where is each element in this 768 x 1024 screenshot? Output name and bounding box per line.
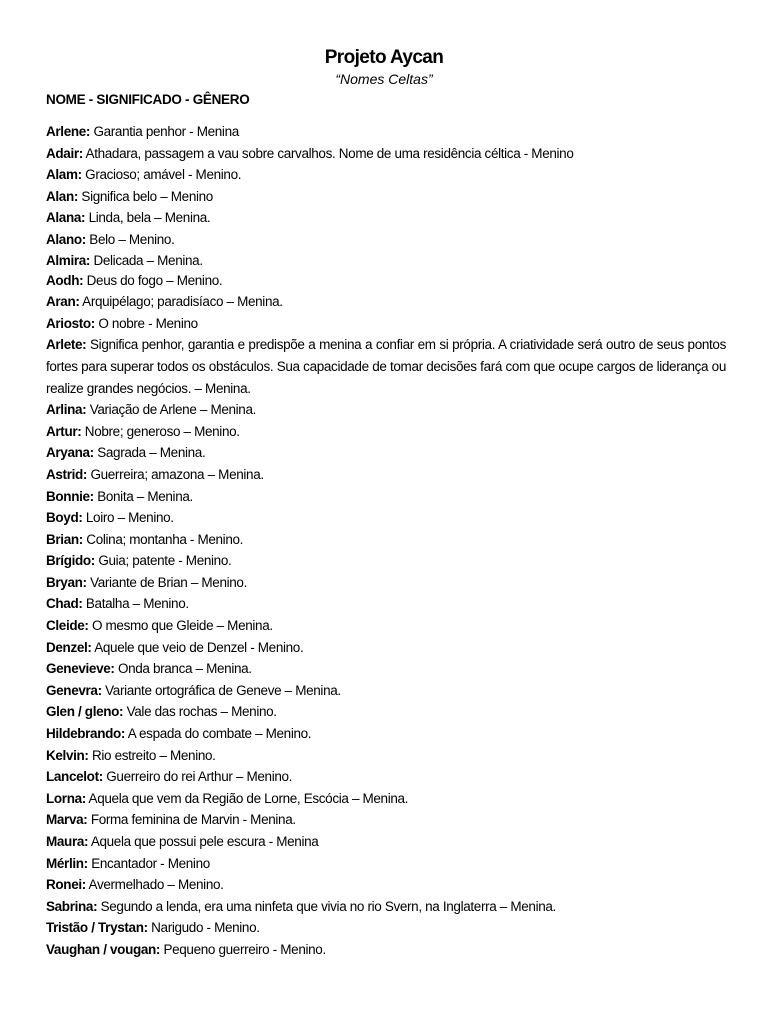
entry-name: Cleide: [46, 618, 89, 634]
entry-meaning: Guerreiro do rei Arthur – Menino. [102, 769, 293, 785]
name-entry [46, 529, 726, 551]
entry-meaning: Forma feminina de Marvin - Menina. [87, 812, 296, 828]
entry-meaning: Linda, bela – Menina. [85, 210, 211, 226]
name-entry [46, 723, 726, 745]
name-entry [46, 615, 726, 637]
entry-meaning: Narigudo - Menino. [147, 920, 260, 936]
entry-name: Denzel: [46, 639, 92, 655]
entry-meaning: O mesmo que Gleide – Menina. [88, 618, 273, 634]
name-entry [46, 788, 726, 810]
entry-name: Brian: [46, 531, 83, 547]
entry-meaning: Avermelhado – Menino. [85, 877, 224, 893]
entry-meaning: Colina; montanha - Menino. [82, 531, 244, 547]
name-entry [46, 399, 726, 421]
entry-name: Hildebrando: [46, 726, 126, 742]
entry-meaning: Aquela que possui pele escura - Menina [88, 834, 319, 849]
name-entry [46, 809, 726, 831]
entry-meaning: Batalha – Menino. [82, 596, 189, 612]
entry-name: Alan: [46, 188, 79, 204]
name-entry [46, 207, 726, 229]
name-entry [46, 874, 726, 896]
name-entry [46, 313, 726, 335]
entry-name: Aryana: [46, 445, 94, 461]
entry-name: Artur: [46, 423, 82, 439]
entry-name: Ariosto: [46, 315, 95, 331]
name-entry [46, 745, 726, 767]
entry-name: Lorna: [46, 790, 86, 806]
name-entry [46, 572, 726, 594]
name-entry [46, 896, 726, 918]
name-entry [46, 766, 726, 788]
entry-name: Vaughan / vougan: [46, 941, 161, 957]
entry-name: Mérlin: [46, 855, 88, 871]
entry-name: Lancelot: [46, 769, 103, 785]
entry-meaning: Variante de Brian – Menino. [86, 574, 247, 590]
entry-name: Sabrina: [46, 898, 98, 914]
name-entry [46, 853, 726, 875]
entry-name: Aran: [46, 294, 80, 310]
entry-name: Astrid: [46, 466, 88, 482]
entry-meaning: O nobre - Menino [94, 315, 198, 331]
entry-name: Brígido: [46, 553, 95, 569]
name-entry [46, 658, 726, 680]
name-entry [46, 464, 726, 486]
entry-name: Ronei: [46, 877, 86, 893]
name-entry [46, 421, 726, 443]
entry-meaning: Guia; patente - Menino. [94, 553, 232, 569]
entry-meaning: Aquele que veio de Denzel - Menino. [91, 639, 304, 655]
name-entry [46, 143, 726, 165]
document-title: Projeto Aycan [324, 47, 444, 68]
entry-name: Glen / gleno: [46, 704, 124, 720]
entry-name: Kelvin: [46, 747, 89, 763]
entry-name: Adair: [46, 145, 83, 161]
document-subtitle: “Nomes Celtas” [335, 71, 433, 87]
name-entry [46, 442, 726, 464]
entry-name: Maura: [46, 834, 89, 849]
name-entry [46, 334, 726, 399]
entry-name: Alam: [46, 167, 82, 183]
entry-meaning: Vale das rochas – Menino. [123, 704, 277, 720]
name-entry [46, 121, 726, 143]
names-list [46, 121, 726, 961]
entry-name: Almira: [46, 252, 91, 268]
name-entry [46, 550, 726, 572]
name-entry [46, 701, 726, 723]
name-entry [46, 229, 726, 251]
entry-meaning: Sagrada – Menina. [93, 445, 206, 461]
name-entry [46, 939, 726, 961]
name-entry [46, 831, 726, 853]
entry-name: Arlete: [46, 337, 87, 353]
entry-name: Arlina: [46, 402, 87, 418]
entry-name: Alana: [46, 210, 86, 226]
entry-name: Alano: [46, 231, 86, 247]
entry-name: Genevra: [46, 682, 102, 698]
name-entry [46, 186, 726, 208]
entry-meaning: Variação de Arlene – Menina. [86, 402, 257, 418]
entry-name: Boyd: [46, 510, 83, 526]
name-entry [46, 637, 726, 659]
entry-meaning: Significa belo – Menino [78, 188, 213, 204]
entry-name: Bryan: [46, 574, 87, 590]
entry-meaning: Deus do fogo – Menino. [83, 272, 223, 288]
entry-name: Bonnie: [46, 488, 94, 504]
entry-name: Tristão / Trystan: [46, 920, 148, 936]
name-entry [46, 680, 726, 702]
entry-meaning: Bonita – Menina. [93, 488, 193, 504]
entry-meaning: Belo – Menino. [85, 231, 175, 247]
entry-meaning: Aquela que vem da Região de Lorne, Escócia – Menina. [85, 790, 409, 806]
name-entry [46, 164, 726, 186]
name-entry [46, 291, 726, 313]
entry-meaning: Loiro – Menino. [82, 510, 174, 526]
entry-meaning: Athadara, passagem a vau sobre carvalhos. Nome de uma residência céltica - Menino [82, 145, 574, 161]
entry-meaning: Segundo a lenda, era uma ninfeta que vivia no rio Svern, na Inglaterra – Menina. [97, 898, 556, 914]
entry-meaning: Rio estreito – Menino. [88, 747, 216, 763]
entry-meaning: Guerreira; amazona – Menina. [87, 466, 264, 482]
entry-name: Chad: [46, 596, 83, 612]
entry-meaning: Delicada – Menina. [90, 252, 203, 268]
name-entry [46, 917, 726, 939]
entry-meaning: Onda branca – Menina. [114, 661, 252, 677]
entry-meaning: A espada do combate – Menino. [125, 726, 312, 742]
entry-name: Arlene: [46, 124, 91, 139]
name-entry [46, 270, 726, 292]
name-entry [46, 486, 726, 508]
entry-meaning: Nobre; generoso – Menino. [81, 423, 240, 439]
entry-name: Aodh: [46, 272, 84, 288]
entry-meaning: Gracioso; amável - Menino. [81, 167, 242, 183]
entry-meaning: Garantia penhor - Menina [90, 124, 239, 139]
entry-name: Marva: [46, 812, 88, 828]
name-entry [46, 507, 726, 529]
name-entry [46, 251, 726, 270]
name-entry [46, 593, 726, 615]
entry-meaning: Encantador - Menino [87, 855, 210, 871]
entry-meaning: Arquipélago; paradisíaco – Menina. [79, 294, 283, 310]
entry-name: Genevieve: [46, 661, 115, 677]
column-heading: NOME - SIGNIFICADO - GÊNERO [46, 92, 250, 107]
entry-meaning: Pequeno guerreiro - Menino. [160, 941, 326, 957]
entry-meaning: Significa penhor, garantia e predispõe a menina a confiar em si própria. A criatividade será outro de seus pontos fortes para superar todos os obstáculos. Sua capacidade de tomar decisões fará com que ocupe cargos de liderança ou realize grandes negócios. – Menina. [46, 337, 726, 396]
entry-meaning: Variante ortográfica de Geneve – Menina. [101, 682, 341, 698]
